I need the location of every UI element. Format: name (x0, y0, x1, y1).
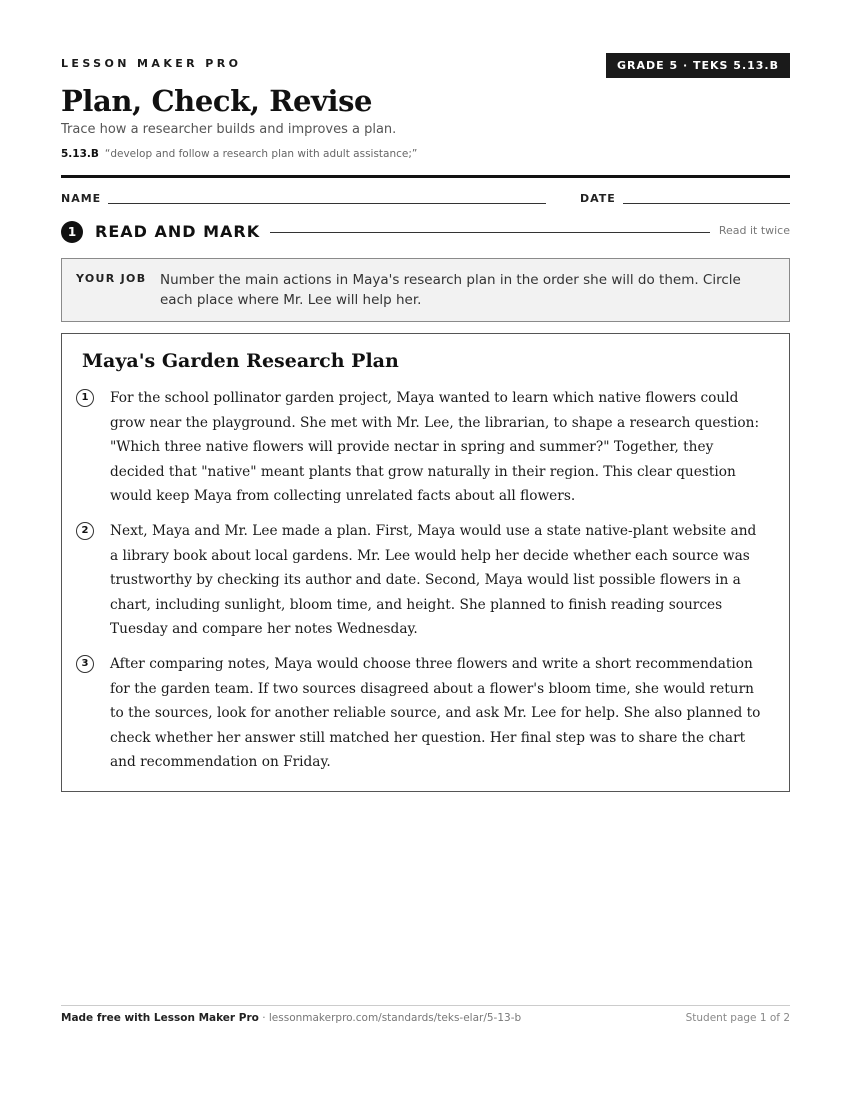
paragraph-number-badge: 1 (76, 389, 94, 407)
footer-divider (61, 1005, 790, 1006)
worksheet-page (61, 0, 790, 1100)
paragraph-text: After comparing notes, Maya would choose three flowers and write a short recommendation for the garden team. If two sources disagreed about a flower's bloom time, she would return to the sources, look for another reliable source, and ask Mr. Lee for help. She also planned to check whether her answer still matched her question. Her final step was to share the chart and recommendation on Friday. (110, 656, 761, 770)
footer-url[interactable]: lessonmakerpro.com/standards/teks-elar/5-13-b (268, 1012, 522, 1024)
instructions-box (61, 258, 790, 322)
date-field-line[interactable] (623, 203, 790, 204)
page-subtitle: Trace how a researcher builds and improves a plan. (61, 122, 397, 137)
page-title: Plan, Check, Revise (61, 84, 373, 118)
section-rule (270, 232, 710, 233)
footer-page-number: Student page 1 of 2 (685, 1012, 790, 1024)
instructions-text: Number the main actions in Maya's research plan in the order she will do them. Circle each place where Mr. Lee will help her. (160, 272, 741, 308)
instructions-label: YOUR JOB (76, 272, 147, 285)
name-field-line[interactable] (108, 203, 546, 204)
section-title: READ AND MARK (95, 222, 261, 241)
date-label: DATE (580, 192, 616, 205)
brand-name: LESSON MAKER PRO (61, 57, 242, 70)
paragraph-text: Next, Maya and Mr. Lee made a plan. First, Maya would use a state native-plant website and a library book about local gardens. Mr. Lee would help her decide whether each source was trustworthy by checking its author and date. Second, Maya would list possible flowers in a chart, including sunlight, bloom time, and height. She planned to finish reading sources Tuesday and compare her notes Wednesday. (110, 523, 757, 637)
standard-line (61, 148, 417, 160)
section-note: Read it twice (718, 224, 790, 237)
paragraph-number-badge: 3 (76, 655, 94, 673)
footer-made-with: Made free with Lesson Maker Pro (61, 1012, 259, 1024)
footer-separator: · (258, 1012, 269, 1024)
standard-code: 5.13.B (61, 148, 99, 160)
name-label: NAME (61, 192, 102, 205)
paragraph-number-badge: 2 (76, 522, 94, 540)
section-number-badge: 1 (61, 221, 83, 243)
paragraph-text: For the school pollinator garden project, Maya wanted to learn which native flowers could grow near the playground. She met with Mr. Lee, the librarian, to shape a research question: "Which three native flowers will provide nectar in spring and summer?" Together, they decided that "native" meant plants that grow naturally in their region. This clear question would keep Maya from collecting unrelated facts about all flowers. (110, 390, 760, 504)
reading-passage (61, 333, 790, 792)
header-divider (61, 175, 790, 178)
footer-credit (61, 1012, 521, 1024)
passage-title: Maya's Garden Research Plan (82, 350, 399, 372)
grade-badge: GRADE 5 · TEKS 5.13.B (606, 53, 790, 78)
standard-text: “develop and follow a research plan with adult assistance;” (104, 148, 418, 160)
